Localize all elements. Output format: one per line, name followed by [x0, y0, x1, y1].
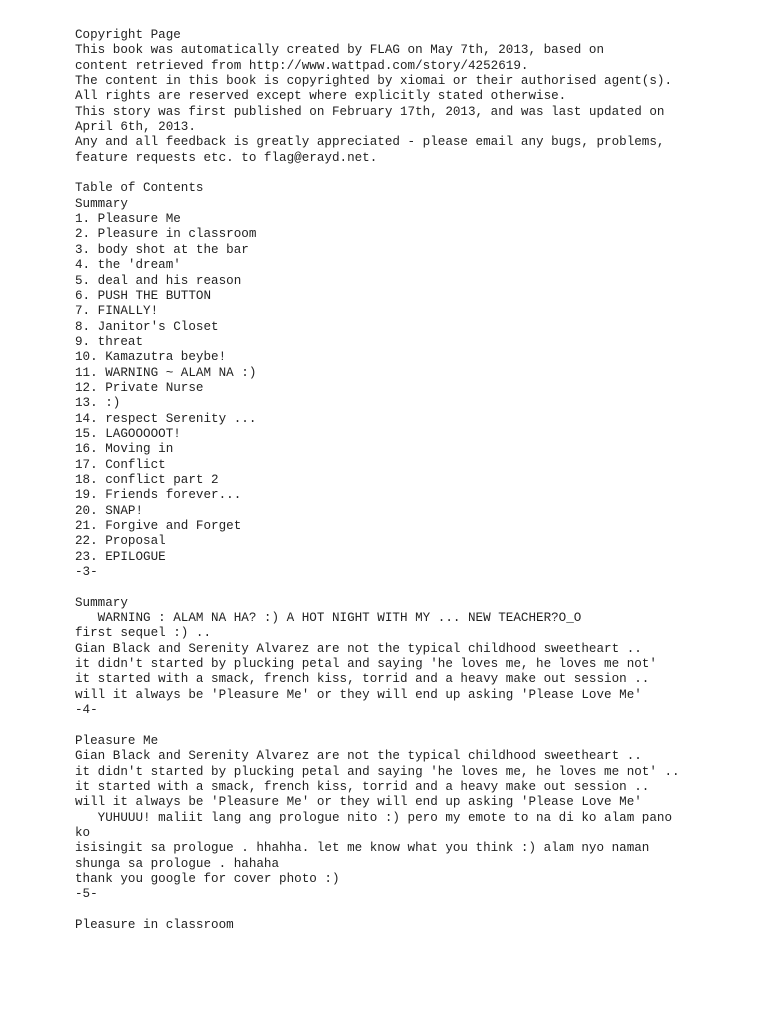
- body-line: first sequel :) ..: [75, 626, 212, 641]
- toc-item[interactable]: 1. Pleasure Me: [75, 212, 181, 227]
- toc-heading: Table of Contents: [75, 181, 204, 196]
- toc-item[interactable]: 21. Forgive and Forget: [75, 519, 242, 533]
- toc-item[interactable]: 19. Friends forever...: [75, 488, 242, 503]
- copyright-line: April 6th, 2013.: [75, 120, 196, 135]
- body-line: YUHUUU! maliit lang ang prologue nito :) pero my emote to na di ko alam pano: [75, 810, 673, 825]
- toc-item[interactable]: 17. Conflict: [75, 457, 166, 472]
- section-heading: Pleasure in classroom: [75, 917, 234, 932]
- body-line: will it always be 'Pleasure Me' or they will end up asking 'Please Love Me': [75, 795, 642, 810]
- body-line: Gian Black and Serenity Alvarez are not the typical childhood sweetheart ..: [75, 749, 642, 764]
- copyright-line: All rights are reserved except where explicitly stated otherwise.: [75, 89, 567, 104]
- copyright-title: Copyright Page: [75, 28, 181, 42]
- body-line: shunga sa prologue . hahaha: [75, 856, 280, 871]
- toc-item[interactable]: 6. PUSH THE BUTTON: [75, 288, 212, 303]
- toc-item[interactable]: 8. Janitor's Closet: [75, 319, 219, 334]
- page-number: -4-: [75, 703, 98, 718]
- document-page: [75, 28, 755, 933]
- toc-item[interactable]: 10. Kamazutra beybe!: [75, 350, 227, 365]
- body-line: will it always be 'Pleasure Me' or they will end up asking 'Please Love Me': [75, 687, 642, 702]
- copyright-line: This story was first published on February 17th, 2013, and was last updated on: [75, 104, 665, 119]
- body-line: ko: [75, 825, 91, 840]
- page-number: -5-: [75, 887, 98, 902]
- toc-item[interactable]: 23. EPILOGUE: [75, 549, 166, 564]
- summary-section: [75, 596, 755, 719]
- copyright-line: The content in this book is copyrighted by xiomai or their authorised agent(s).: [75, 74, 673, 89]
- body-line: it started with a smack, french kiss, torrid and a heavy make out session ..: [75, 672, 650, 687]
- toc-item[interactable]: 9. threat: [75, 334, 144, 349]
- copyright-section: [75, 28, 755, 166]
- body-line: WARNING : ALAM NA HA? :) A HOT NIGHT WITH MY ... NEW TEACHER?O_O: [75, 611, 582, 626]
- copyright-line: This book was automatically created by FLAG on May 7th, 2013, based on: [75, 43, 605, 58]
- section-heading: Summary: [75, 595, 128, 610]
- body-line: it started with a smack, french kiss, torrid and a heavy make out session ..: [75, 779, 650, 794]
- toc-item[interactable]: 16. Moving in: [75, 442, 174, 457]
- toc-item[interactable]: Summary: [75, 196, 128, 211]
- toc-item[interactable]: 11. WARNING ~ ALAM NA :): [75, 365, 257, 380]
- toc-item[interactable]: 15. LAGOOOOOT!: [75, 426, 181, 441]
- toc-item[interactable]: 20. SNAP!: [75, 503, 144, 518]
- toc-item[interactable]: 7. FINALLY!: [75, 304, 159, 319]
- copyright-line: content retrieved from http://www.wattpad.com/story/4252619.: [75, 58, 529, 73]
- chapter-pleasure-me: [75, 734, 755, 903]
- body-line: isisingit sa prologue . hhahha. let me know what you think :) alam nyo naman: [75, 841, 650, 856]
- body-line: thank you google for cover photo :): [75, 871, 340, 886]
- copyright-line: Any and all feedback is greatly appreciated - please email any bugs, problems,: [75, 135, 665, 150]
- toc-item[interactable]: 2. Pleasure in classroom: [75, 227, 257, 242]
- toc-item[interactable]: 5. deal and his reason: [75, 273, 242, 288]
- body-line: it didn't started by plucking petal and saying 'he loves me, he loves me not' ..: [75, 764, 680, 779]
- copyright-line: feature requests etc. to flag@erayd.net.: [75, 150, 378, 165]
- body-line: Gian Black and Serenity Alvarez are not the typical childhood sweetheart ..: [75, 641, 642, 656]
- toc-item[interactable]: 3. body shot at the bar: [75, 242, 249, 257]
- spacer: [75, 903, 755, 918]
- body-line: it didn't started by plucking petal and saying 'he loves me, he loves me not': [75, 657, 657, 672]
- spacer: [75, 718, 755, 733]
- section-heading: Pleasure Me: [75, 733, 159, 748]
- chapter-pleasure-in-classroom: [75, 918, 755, 933]
- toc-item[interactable]: 22. Proposal: [75, 534, 166, 549]
- toc-item[interactable]: 13. :): [75, 396, 121, 411]
- table-of-contents: [75, 181, 755, 580]
- spacer: [75, 580, 755, 595]
- page-number: -3-: [75, 565, 98, 580]
- toc-item[interactable]: 12. Private Nurse: [75, 380, 204, 395]
- toc-item[interactable]: 18. conflict part 2: [75, 472, 219, 487]
- toc-item[interactable]: 4. the 'dream': [75, 258, 181, 273]
- spacer: [75, 166, 755, 181]
- toc-item[interactable]: 14. respect Serenity ...: [75, 411, 257, 426]
